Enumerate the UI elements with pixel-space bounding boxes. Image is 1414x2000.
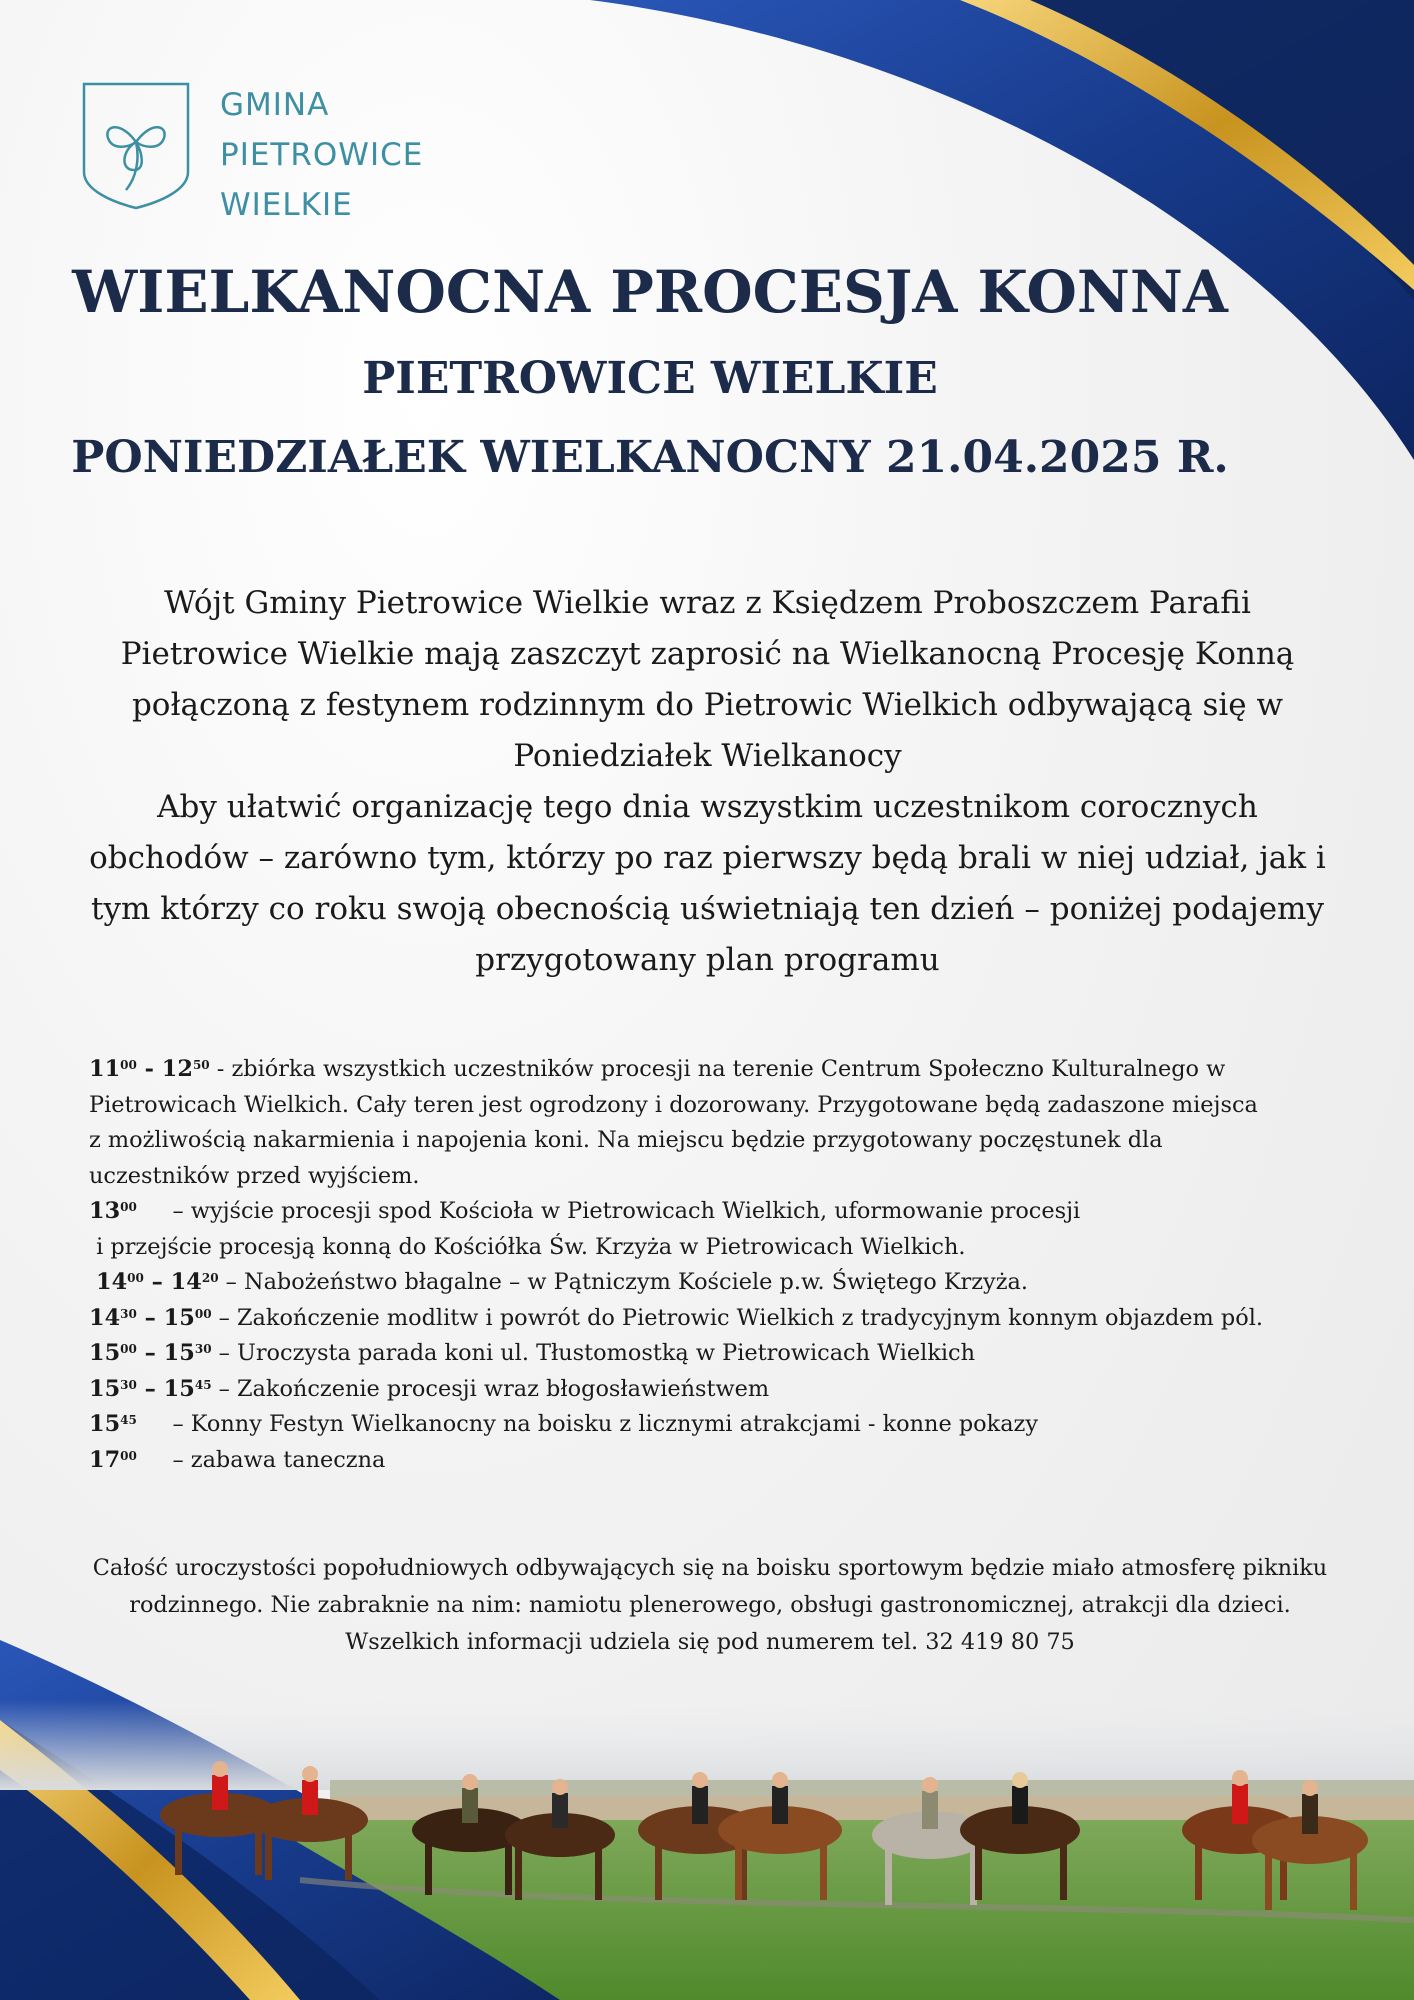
time-range: $17^{00}$ xyxy=(89,1446,137,1473)
clover-icon xyxy=(80,80,192,210)
schedule-text: – Nabożeństwo błagalne – w Pątniczym Kościele p.w. Świętego Krzyża. xyxy=(218,1269,1028,1295)
intro-text xyxy=(80,578,1335,986)
horse-procession-photo xyxy=(0,1700,1414,2000)
schedule-item xyxy=(89,1194,1379,1230)
schedule-item xyxy=(89,1265,1379,1301)
schedule-text: - zbiórka wszystkich uczestników procesji na terenie Centrum Społeczno Kulturalnego w xyxy=(209,1056,1226,1082)
schedule-item xyxy=(89,1052,1379,1088)
schedule-text: – Zakończenie procesji wraz błogosławieństwem xyxy=(211,1375,770,1402)
time-range: $15^{30} - 15^{45}$ xyxy=(89,1375,212,1402)
schedule-item xyxy=(89,1407,1379,1443)
footer-note xyxy=(60,1550,1360,1661)
schedule-item xyxy=(89,1372,1379,1408)
schedule-item-continuation: Pietrowicach Wielkich. Cały teren jest ogrodzony i dozorowany. Przygotowane będą zadaszone miejsca xyxy=(89,1091,1258,1118)
time-range: $13^{00}$ xyxy=(89,1198,137,1224)
place-title: PIETROWICE WIELKIE xyxy=(362,353,938,404)
schedule-item xyxy=(89,1443,1379,1479)
schedule-text: – zabawa taneczna xyxy=(136,1446,386,1473)
logo-line-3: WIELKIE xyxy=(220,187,353,223)
logo-line-2: PIETROWICE xyxy=(220,137,424,173)
schedule-item-continuation: i przejście procesją konną do Kościółka Św. Krzyża w Pietrowicach Wielkich. xyxy=(89,1233,966,1260)
schedule-item xyxy=(89,1301,1379,1337)
schedule-item xyxy=(89,1336,1379,1372)
schedule-text: – Konny Festyn Wielkanocny na boisku z licznymi atrakcjami - konne pokazy xyxy=(136,1411,1038,1437)
main-title: WIELKANOCNA PROCESJA KONNA xyxy=(72,258,1228,326)
time-range: $14^{30} - 15^{00}$ xyxy=(89,1304,212,1331)
logo-line-1: GMINA xyxy=(220,87,330,123)
schedule-item-continuation: z możliwością nakarmienia i napojenia koni. Na miejscu będzie przygotowany poczęstunek dla xyxy=(89,1127,1163,1153)
footer-line-3: Wszelkich informacji udziela się pod numerem tel. 32 419 80 75 xyxy=(345,1629,1075,1655)
intro-paragraph-1: Wójt Gminy Pietrowice Wielkie wraz z Księdzem Proboszczem Parafii Pietrowice Wielkie mają zaszczyt zaprosić na Wielkanocną Procesję Konną połączoną z festynem rodzinnym do Pietrowic Wielkich odbywającą się w Poniedziałek Wielkanocy xyxy=(120,585,1295,774)
footer-line-1: Całość uroczystości popołudniowych odbywających się na boisku sportowym będzie miało atmosferę pikniku xyxy=(92,1555,1328,1581)
gmina-logo xyxy=(80,80,480,223)
intro-paragraph-2: Aby ułatwić organizację tego dnia wszystkim uczestnikom corocznych obchodów – zarówno tym, którzy po raz pierwszy będą brali w niej udział, jak i tym którzy co roku swoją obecnością uświetniają ten dzień – poniżej podajemy przygotowany plan programu xyxy=(89,789,1326,978)
footer-line-2: rodzinnego. Nie zabraknie na nim: namiotu plenerowego, obsługi gastronomicznej, atrakcji dla dzieci. xyxy=(129,1592,1291,1618)
time-range: $15^{45}$ xyxy=(89,1411,137,1437)
schedule-text: – wyjście procesji spod Kościoła w Pietrowicach Wielkich, uformowanie procesji xyxy=(136,1198,1081,1224)
time-range: $15^{00} - 15^{30}$ xyxy=(89,1340,212,1366)
time-range: $11^{00} - 12^{50}$ xyxy=(89,1056,210,1082)
date-title: PONIEDZIAŁEK WIELKANOCNY 21.04.2025 R. xyxy=(71,432,1229,483)
schedule-text: – Zakończenie modlitw i powrót do Pietrowic Wielkich z tradycyjnym konnym objazdem pól. xyxy=(211,1304,1263,1331)
schedule-text: – Uroczysta parada koni ul. Tłustomostką w Pietrowicach Wielkich xyxy=(211,1340,976,1366)
logo-wordmark xyxy=(220,80,423,230)
time-range: $14^{00} - 14^{20}$ xyxy=(96,1269,219,1295)
program-schedule xyxy=(89,1052,1379,1478)
schedule-item-continuation: uczestników przed wyjściem. xyxy=(89,1162,420,1189)
